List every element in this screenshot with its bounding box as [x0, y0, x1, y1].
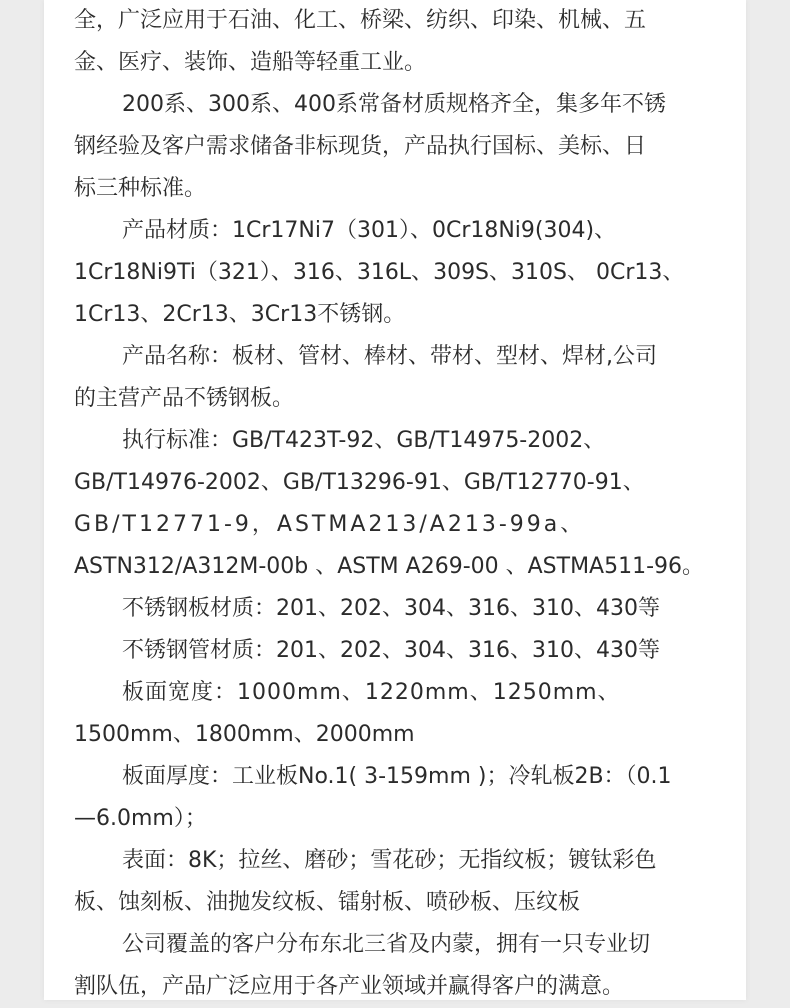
- text-line: 割队伍，产品广泛应用于各产业领域并赢得客户的满意。: [74, 974, 625, 999]
- text-line: —6.0mm）；: [74, 806, 207, 831]
- paragraph-start: 不锈钢板材质：201、202、304、316、310、430等: [122, 596, 660, 621]
- paragraph-start: 板面宽度：1000mm、1220mm、1250mm、: [122, 680, 621, 705]
- paragraph-start: 产品名称：板材、管材、棒材、带材、型材、焊材,公司: [122, 344, 657, 369]
- paragraph-start: 不锈钢管材质：201、202、304、316、310、430等: [122, 638, 660, 663]
- article-card: [44, 0, 746, 1000]
- text-line: 的主营产品不锈钢板。: [74, 386, 295, 411]
- text-line: 1Cr18Ni9Ti（321）、316、316L、309S、310S、 0Cr13、: [74, 260, 685, 285]
- paragraph-start: 200系、300系、400系常备材质规格齐全，集多年不锈: [122, 92, 666, 117]
- text-line: 金、医疗、装饰、造船等轻重工业。: [74, 50, 427, 75]
- paragraph-start: 产品材质：1Cr17Ni7（301）、0Cr18Ni9(304)、: [122, 218, 617, 243]
- text-line: GB/T14976-2002、GB/T13296-91、GB/T12770-91、: [74, 470, 645, 495]
- text-line: GB/T12771-9，ASTMA213/A213-99a、: [74, 512, 586, 537]
- text-line: 1Cr13、2Cr13、3Cr13不锈钢。: [74, 302, 406, 327]
- text-line: 全，广泛应用于石油、化工、桥梁、纺织、印染、机械、五: [74, 8, 647, 33]
- paragraph-start: 板面厚度：工业板No.1( 3-159mm )；冷轧板2B：（0.1: [122, 764, 672, 789]
- paragraph-start: 执行标准：GB/T423T-92、GB/T14975-2002、: [122, 428, 606, 453]
- text-line: 1500mm、1800mm、2000mm: [74, 722, 415, 747]
- paragraph-start: 表面：8K；拉丝、磨砂；雪花砂；无指纹板；镀钛彩色: [122, 848, 657, 873]
- text-line: 标三种标准。: [74, 176, 207, 201]
- paragraph-start: 公司覆盖的客户分布东北三省及内蒙，拥有一只专业切: [122, 932, 651, 957]
- text-line: ASTN312/A312M-00b 、ASTM A269-00 、ASTMA511-96。: [74, 554, 705, 579]
- text-line: 钢经验及客户需求储备非标现货，产品执行国标、美标、日: [74, 134, 647, 159]
- text-line: 板、蚀刻板、油抛发纹板、镭射板、喷砂板、压纹板: [74, 890, 581, 915]
